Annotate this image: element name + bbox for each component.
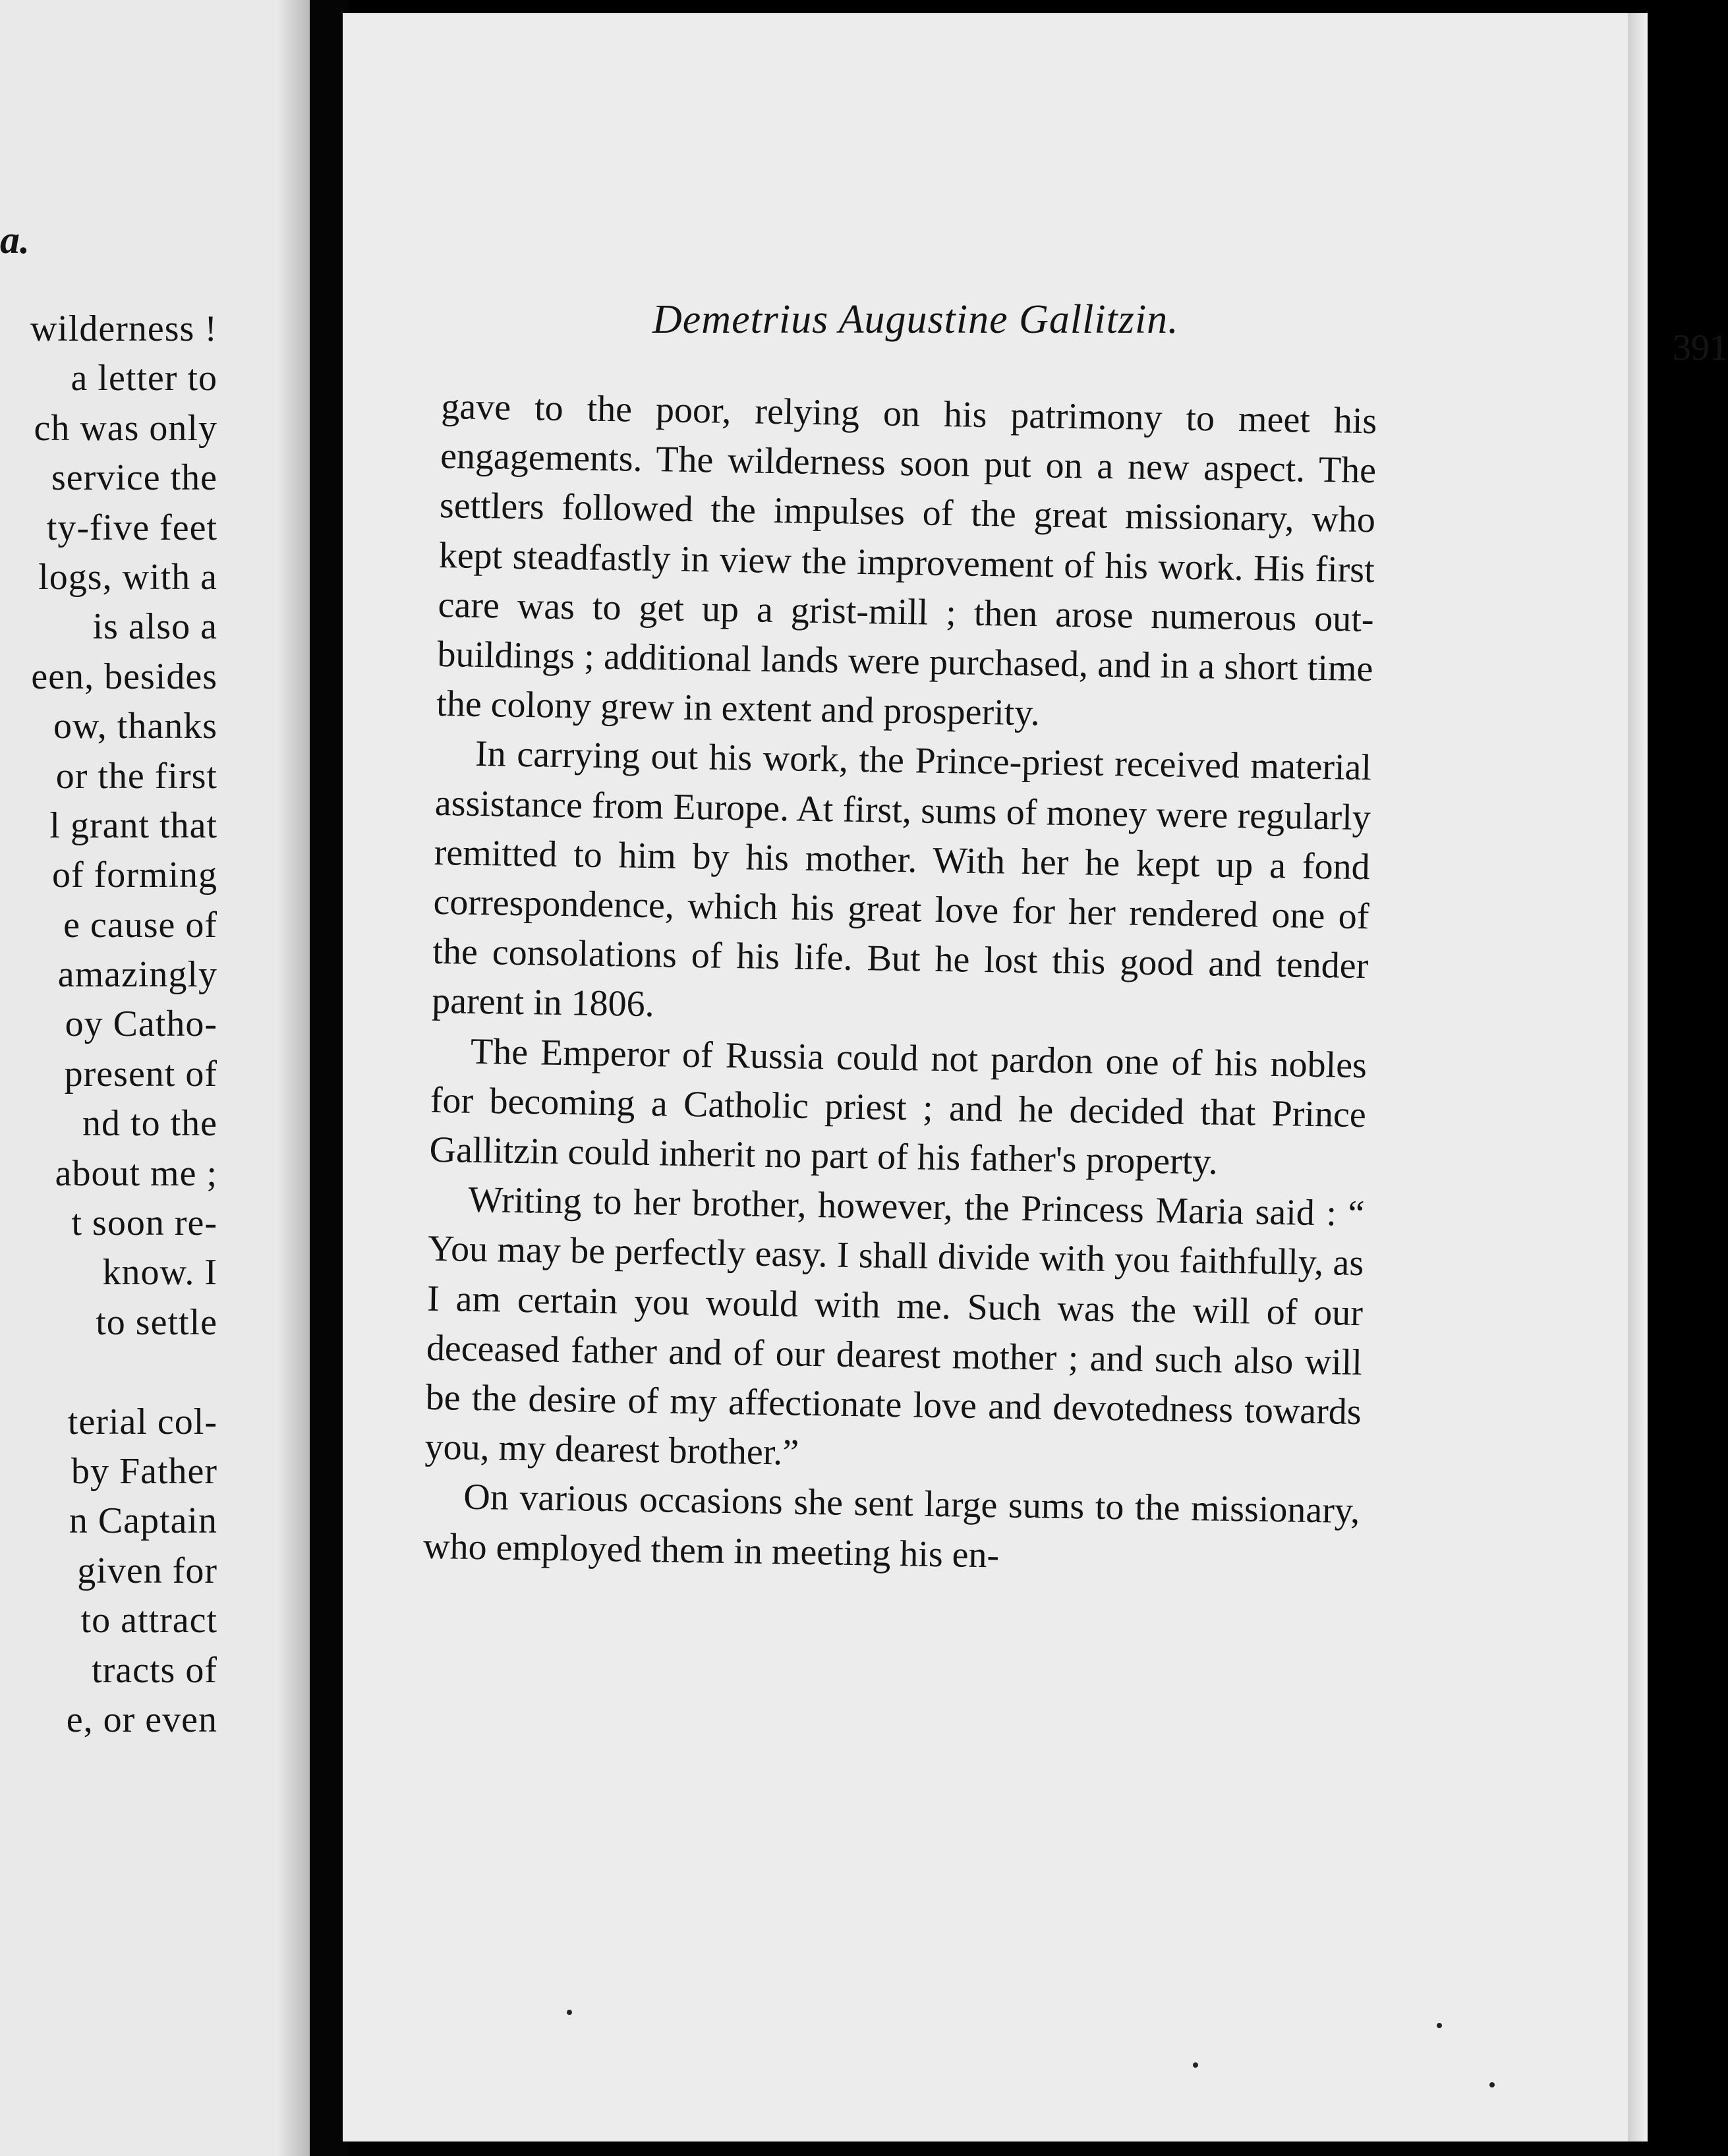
left-page-line: given for: [77, 1550, 217, 1591]
print-speck: [567, 2010, 572, 2015]
left-page-line: t soon re-: [71, 1203, 217, 1244]
left-page-line: is also a: [92, 606, 217, 648]
body-text: [423, 382, 1377, 1586]
left-page-line: about me ;: [55, 1152, 217, 1194]
left-page-line: wilderness !: [30, 308, 217, 349]
left-page-line: ch was only: [34, 407, 217, 449]
print-speck: [1193, 2062, 1198, 2068]
paragraph: On various occasions she sent large sums to the missionary, who employed them in meeting his en-: [422, 1477, 1360, 1576]
left-page-line: l grant that: [49, 805, 217, 846]
paragraph: Writing to her brother, however, the Princess Maria said : “ You may be perfectly easy. I shall divide with you faithfully, as I am certain you would with me. Such was the will of our deceased father and of our dearest mother ; and such also will be the desire of my affectionate love and devotedness towards you, my dearest brother.”: [424, 1179, 1365, 1473]
left-page-line: know. I: [102, 1252, 217, 1293]
page-edge: [1628, 13, 1648, 2142]
left-page-line: logs, with a: [38, 556, 217, 598]
page-number: 391: [1673, 327, 1728, 368]
running-head: [652, 297, 1728, 368]
left-page-line: [0, 1348, 217, 1397]
left-page-line: a letter to: [71, 358, 217, 399]
left-facing-page: [0, 0, 310, 2156]
left-page-line: to settle: [96, 1301, 217, 1343]
left-page-line: e, or even: [66, 1699, 217, 1740]
left-page-line: by Father: [71, 1450, 217, 1492]
left-page-line: nd to the: [82, 1103, 217, 1145]
left-page-line: e cause of: [63, 904, 217, 946]
paragraph: gave to the poor, relying on his patrimony to meet his engagements. The wilderness soon put on a new aspect. The settlers followed the impulses of the great missionary, who kept steadfastly in view the improvement of his work. His first care was to get up a grist-mill ; then arose numerous out-buildings ; additional lands were purchased, and in a short time the colony grew in extent and prosperity.: [436, 385, 1377, 734]
left-page-line: tracts of: [92, 1649, 217, 1691]
print-speck: [1489, 2082, 1495, 2087]
left-page-line: ow, thanks: [53, 706, 217, 747]
left-page-line: or the first: [55, 755, 217, 797]
right-page: [343, 13, 1728, 2142]
left-page-line: present of: [64, 1053, 217, 1094]
left-page-line: oy Catho-: [65, 1004, 217, 1045]
paragraph: The Emperor of Russia could not pardon one of his nobles for becoming a Catholic priest ; and he decided that Prince Gallitzin could inherit no part of his father's property.: [429, 1031, 1368, 1183]
left-page-line: terial col-: [67, 1401, 217, 1442]
left-page-line: amazingly: [57, 954, 217, 996]
left-page-line: service the: [51, 457, 217, 499]
print-speck: [1437, 2023, 1442, 2028]
left-page-text: [0, 304, 217, 1745]
left-page-line: een, besides: [31, 656, 217, 697]
left-page-line: of forming: [51, 855, 217, 896]
left-page-line: to attract: [80, 1600, 217, 1641]
left-page-line: n Captain: [69, 1500, 217, 1542]
running-title: Demetrius Augustine Gallitzin.: [652, 297, 1179, 342]
left-page-header-fragment: a.: [0, 218, 30, 262]
left-page-line: ty-five feet: [46, 507, 217, 548]
paragraph: In carrying out his work, the Prince-priest received material assistance from Europe. At first, sums of money were regularly remitted to him by his mother. With her he kept up a fond correspondence, which his great love for her rendered one of the consolations of his life. But he lost this good and tender parent in 1806.: [431, 733, 1372, 1025]
